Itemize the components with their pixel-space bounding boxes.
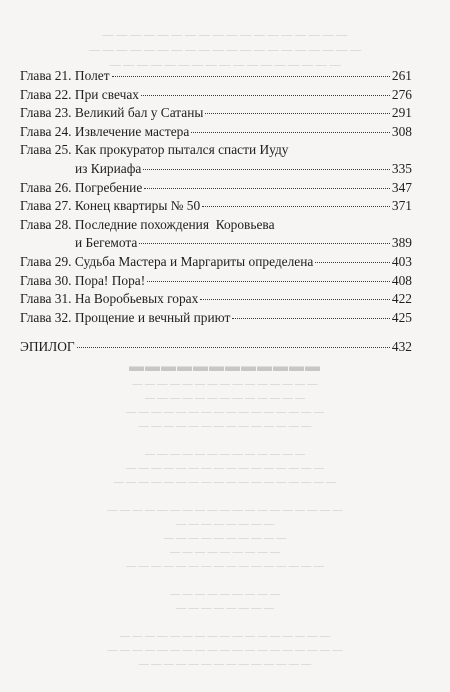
page-number: 422 [391, 291, 412, 307]
toc-entry-epilogue [20, 338, 412, 357]
chapter-title: Конец квартиры № 50 [74, 198, 201, 214]
page-number: 408 [391, 272, 412, 288]
page-number: 389 [391, 235, 412, 251]
toc-entry [20, 86, 412, 105]
dot-leader [143, 169, 390, 170]
page-number: 308 [391, 123, 412, 139]
toc-entry-label [20, 197, 200, 216]
toc-entry [20, 197, 412, 216]
page-number: 403 [391, 253, 412, 269]
chapter-number: Глава 26. [20, 179, 72, 195]
chapter-number: Глава 24. [20, 123, 72, 139]
toc-entry-label [20, 141, 289, 160]
toc-entry-label [20, 309, 230, 328]
page-number: 371 [391, 198, 412, 214]
dot-leader [200, 299, 390, 300]
toc-entry-label [20, 290, 198, 309]
bleed-through-top: — — — — — — — — — — — — — — — — — — — — — — — — — — — — — — — — — — — — — — — — — — — — — — — — — — — — — — — [88, 29, 362, 71]
dot-leader [191, 132, 390, 133]
toc-entry [20, 123, 412, 142]
chapter-number: Глава 32. [20, 309, 72, 325]
toc-entry [20, 67, 412, 86]
chapter-title: Последние похождения Коровьева [74, 216, 275, 232]
table-of-contents [20, 67, 412, 357]
chapter-title: Извлечение мастера [74, 123, 190, 139]
toc-entry-continuation [20, 234, 412, 253]
toc-entry-label [20, 216, 275, 235]
chapter-title: Великий бал у Сатаны [74, 105, 204, 121]
page-number: 261 [391, 68, 412, 83]
chapter-title: Как прокуратор пытался спасти Иуду [74, 142, 289, 158]
page-number: 432 [391, 339, 412, 355]
page-number: 276 [391, 86, 412, 102]
dot-leader [139, 243, 390, 244]
toc-entry-label [20, 104, 203, 123]
dot-leader [202, 206, 390, 207]
dot-leader [232, 318, 390, 319]
page-number: 425 [391, 309, 412, 325]
chapter-title: Полет [74, 68, 110, 83]
chapter-title-continuation: и Бегемота [75, 235, 138, 251]
toc-entry [20, 216, 412, 235]
toc-entry [20, 290, 412, 309]
dot-leader [77, 347, 390, 348]
page-number: 291 [391, 105, 412, 121]
toc-entry-label [20, 123, 189, 142]
dot-leader [205, 113, 389, 114]
toc-entry-label [20, 253, 313, 272]
toc-entry-continuation [20, 160, 412, 179]
chapter-number: Глава 27. [20, 198, 72, 214]
toc-entry-label [20, 67, 110, 86]
toc-entry [20, 272, 412, 291]
chapter-number: Глава 31. [20, 291, 72, 307]
page-number: 347 [391, 179, 412, 195]
chapter-title: Судьба Мастера и Маргариты определена [74, 253, 314, 269]
chapter-title: Пора! Пора! [74, 272, 146, 288]
chapter-title-continuation: из Кириафа [75, 160, 142, 176]
dot-leader [112, 76, 390, 77]
chapter-number: Глава 21. [20, 68, 72, 83]
chapter-number: Глава 30. [20, 272, 72, 288]
toc-entry [20, 309, 412, 328]
dot-leader [141, 95, 390, 96]
toc-entry-label [20, 179, 142, 198]
bleed-through-middle: ▬▬▬▬▬▬▬▬▬▬▬▬ — — — — — — — — — — — — — — — — — — — — — — — — — — — — — — — — — — — — — — — — — — — — — — — — — — — — — — — — — — — — — — — — — — — — — — — — — — — — — — — — — — — — — — — — — — — — — — — — — — — — — — — — — — — — — — — — — — — — — — — — — — — — — — — — — — — — — — — — — — — — — — — — — — — — — — — — — — — — — — — — — — — — — — — — — — — — — — — — — — — — — — — — — — — — — — — — — — — — — — — — — — — — — — — — — — — — — — — — — — — — — — — — — — — — — — — — — — [107, 359, 343, 670]
toc-entry [20, 179, 412, 198]
toc-entry [20, 104, 412, 123]
chapter-title: Прощение и вечный приют [74, 309, 231, 325]
chapter-number: Глава 28. [20, 216, 72, 232]
chapter-title: Погребение [74, 179, 143, 195]
page-number: 335 [391, 160, 412, 176]
toc-entry [20, 253, 412, 272]
chapter-number: Глава 23. [20, 105, 72, 121]
chapter-number: Глава 22. [20, 86, 72, 102]
toc-entry-label [20, 86, 139, 105]
dot-leader [147, 281, 390, 282]
chapter-title: При свечах [74, 86, 139, 102]
dot-leader [315, 262, 390, 263]
epilogue-title: ЭПИЛОГ [20, 339, 75, 355]
chapter-number: Глава 25. [20, 142, 72, 158]
chapter-title: На Воробьевых горах [74, 291, 199, 307]
toc-entry-label [20, 272, 145, 291]
dot-leader [144, 188, 390, 189]
chapter-number: Глава 29. [20, 253, 72, 269]
toc-entry [20, 141, 412, 160]
